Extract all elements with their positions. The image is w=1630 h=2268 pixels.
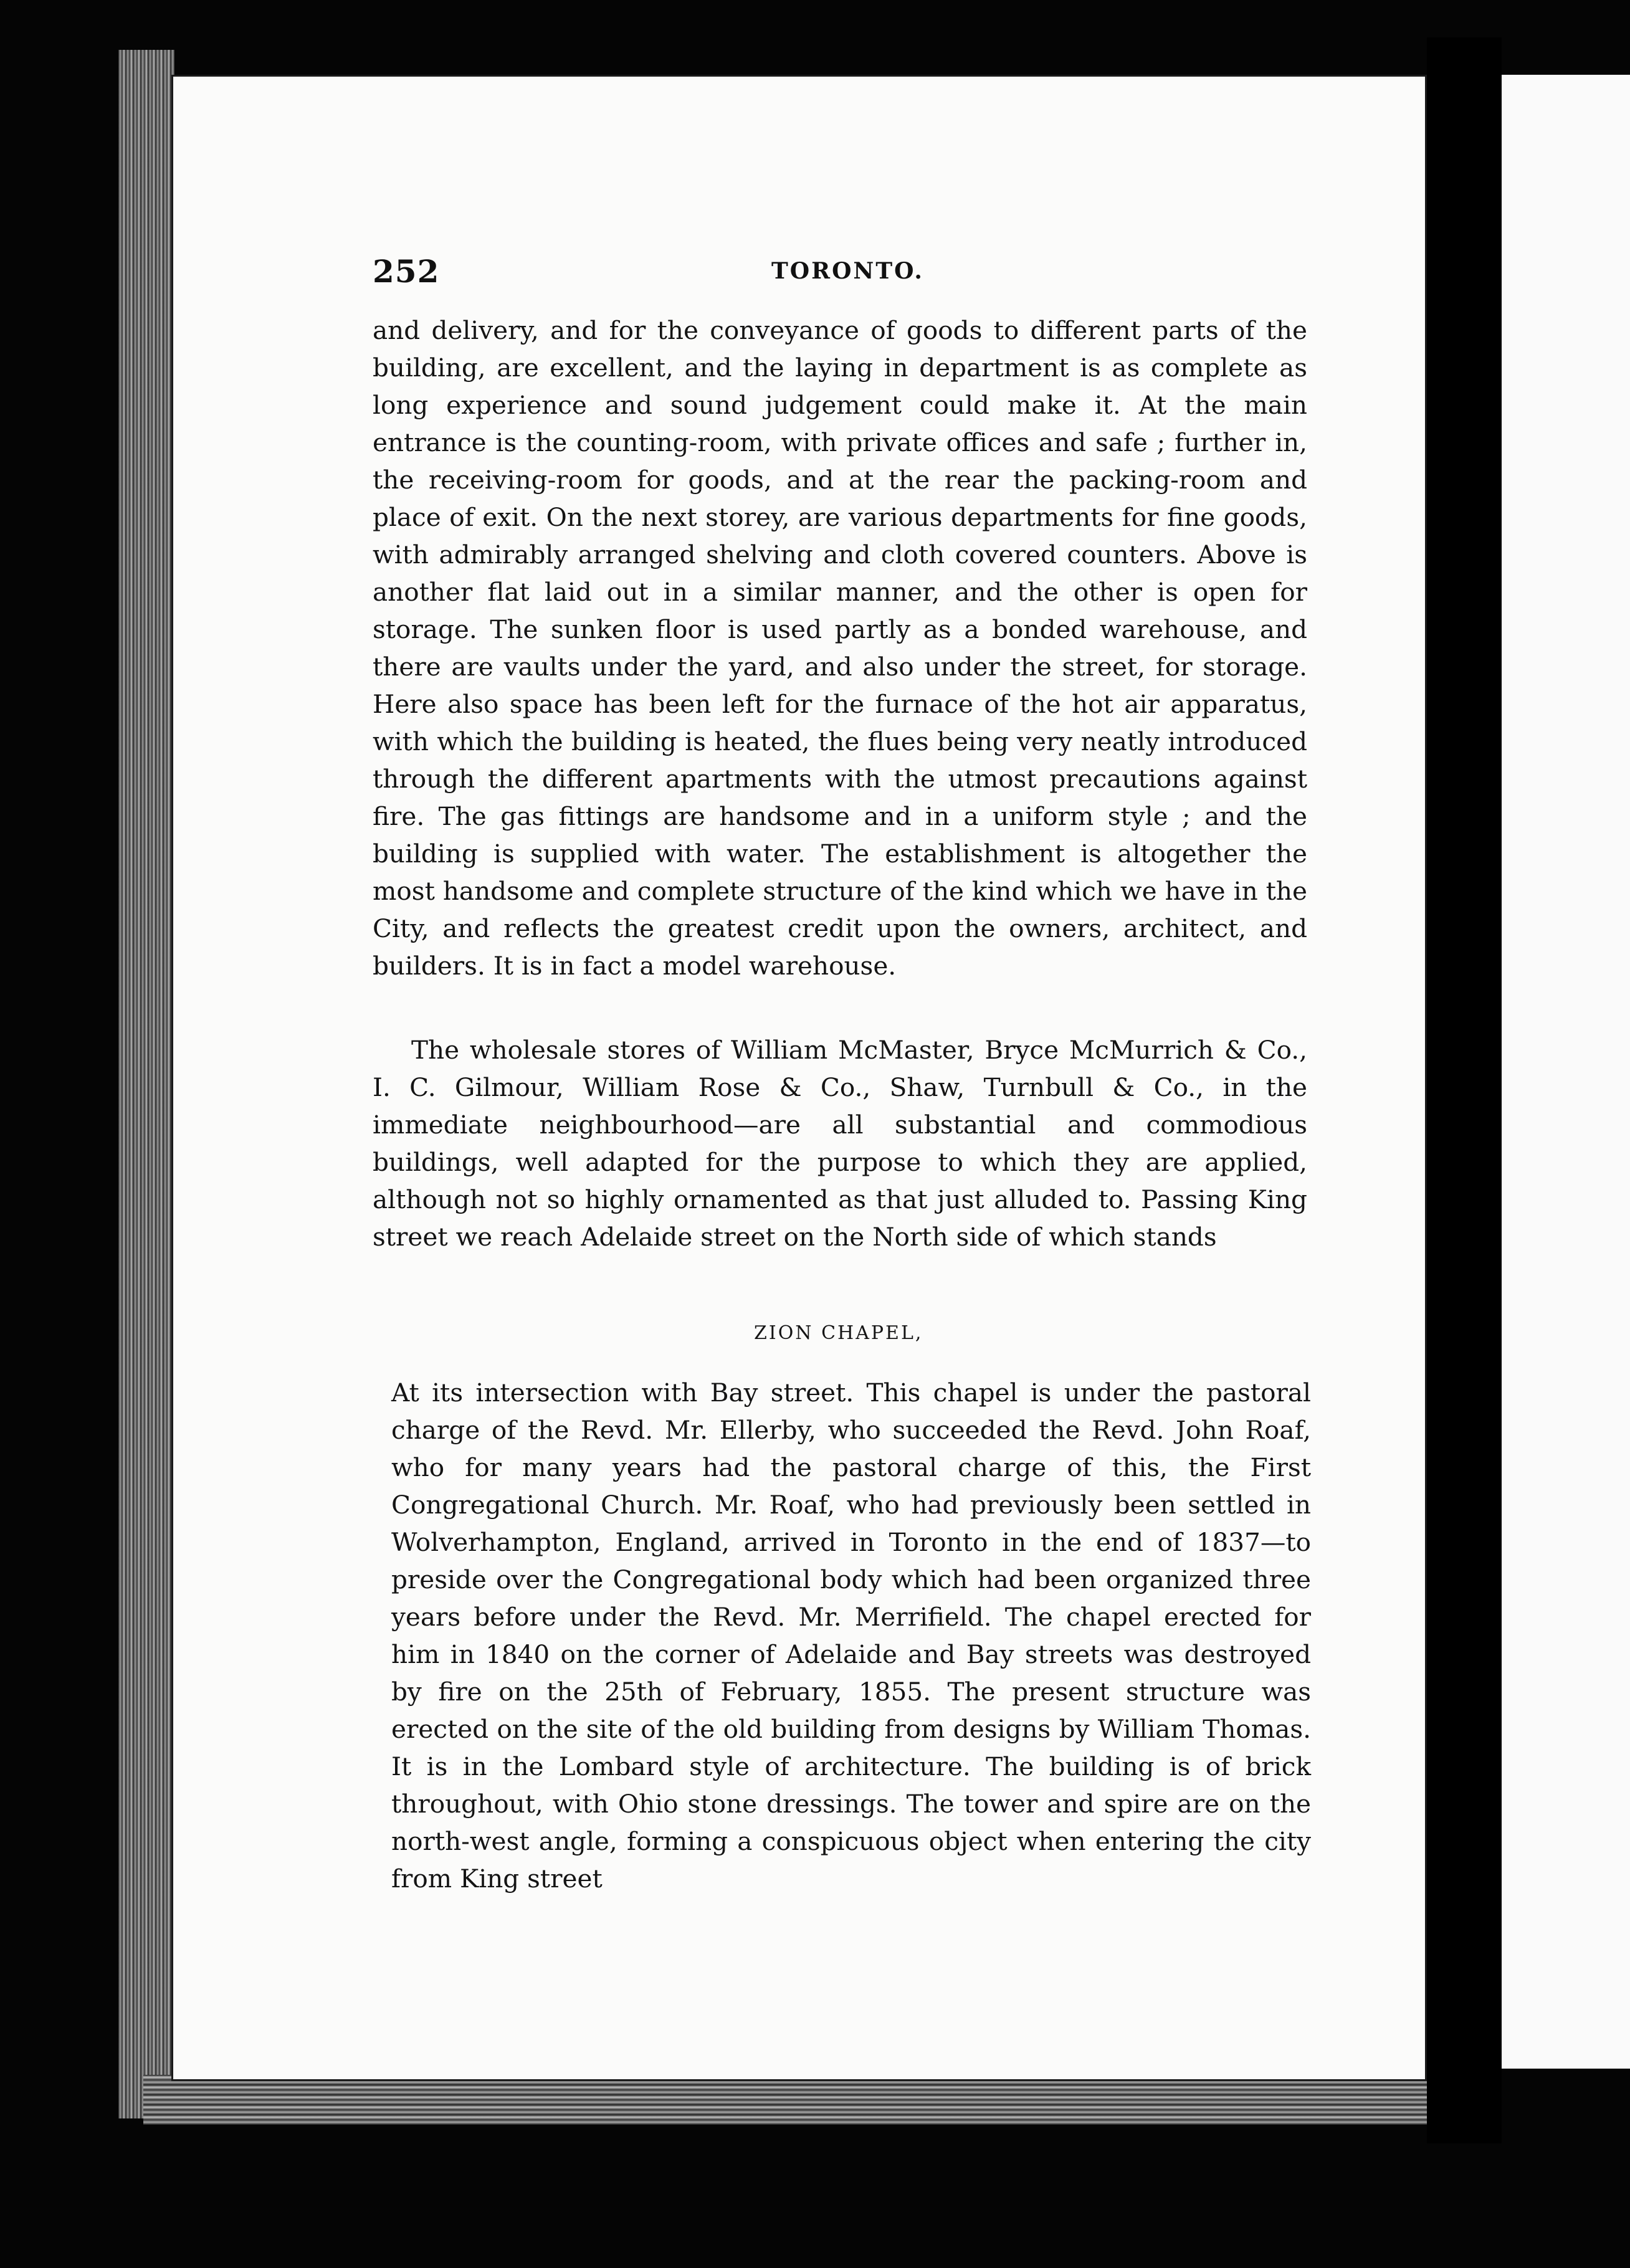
paragraph-warehouse-description: and delivery, and for the conveyance of goods to different parts of the building, are excellent, and the laying in department is as complete as long experience and sound judgement could make it. At the main entrance is the counting-room, with private offices and safe ; further in, the receiving-room for goods, and at the rear the packing-room and place of exit. On the next storey, are various departments for fine goods, with admirably arranged shelving and cloth covered counters. Above is another flat laid out in a similar manner, and the other is open for storage. The sunken floor is used partly as a bonded warehouse, and there are vaults under the yard, and also under the street, for storage. Here also space has been left for the furnace of the hot air apparatus, with which the building is heated, the flues being very neatly introduced through the different apartments with the utmost precautions against fire. The gas fittings are handsome and in a uniform style ; and the building is supplied with water. The establishment is altogether the most handsome and complete structure of the kind which we have in the City, and reflects the greatest credit upon the owners, architect, and builders. It is in fact a model warehouse. [373,315,1307,981]
page-header [373,253,1313,297]
section-heading-zion-chapel: ZION CHAPEL, [754,1322,923,1344]
paragraph-zion-chapel: At its intersection with Bay street. This chapel is under the pastoral charge of the Revd. Mr. Ellerby, who succeeded the Revd. John Roaf, who for many years had the pastoral charge of this, the First Congregational Church. Mr. Roaf, who had previously been settled in Wolverhampton, England, arrived in Toronto in the end of 1837—to preside over the Congregational body which had been organized three years before under the Revd. Mr. Merrifield. The chapel erected for him in 1840 on the corner of Adelaide and Bay streets was destroyed by fire on the 25th of February, 1855. The present structure was erected on the site of the old building from designs by William Thomas. It is in the Lombard style of architecture. The building is of brick throughout, with Ohio stone dressings. The tower and spire are on the north-west angle, forming a conspicuous object when entering the city from King street [391,1378,1311,1894]
page-stack-edge-left [118,50,174,2118]
facing-page-edge [1502,75,1630,2069]
running-title: TORONTO. [771,258,924,284]
book-gutter [1427,37,1502,2143]
paragraph-wholesale-stores: The wholesale stores of William McMaster, Bryce McMurrich & Co., I. C. Gilmour, William Rose & Co., Shaw, Turnbull & Co., in the immediate neighbourhood—are all substantial and commodious buildings, well adapted for the purpose to which they are applied, although not so highly ornamented as that just alluded to. Passing King street we reach Adelaide street on the North side of which stands [373,1035,1307,1252]
page-number: 252 [373,253,440,290]
page-stack-edge-bottom [143,2075,1427,2125]
